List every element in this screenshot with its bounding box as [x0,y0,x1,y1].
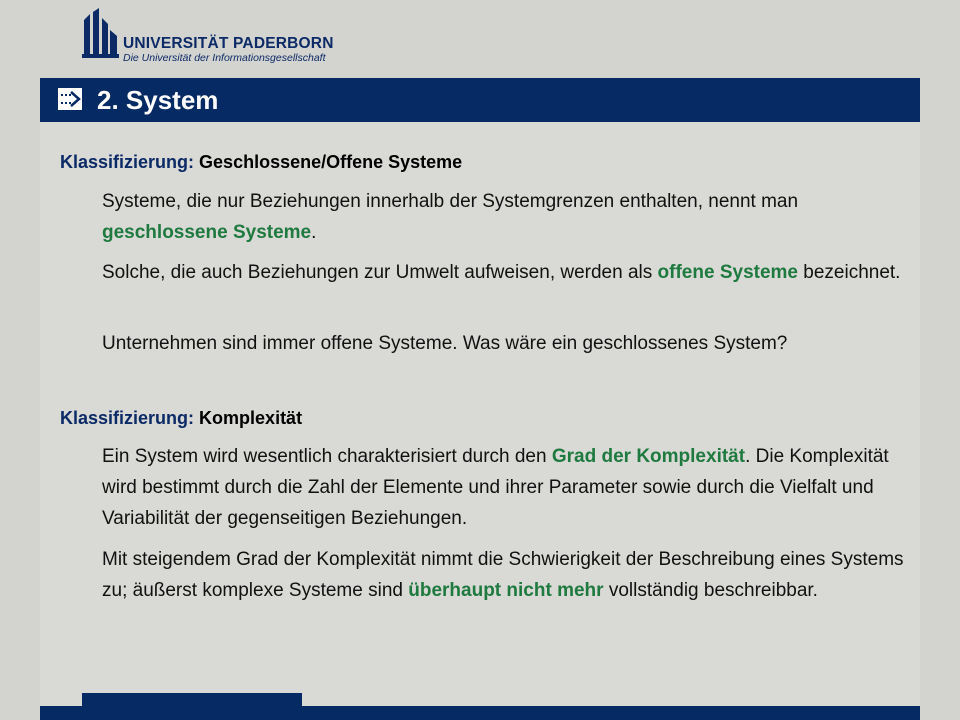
paragraph-text: Ein System wird wesentlich charakterisiert durch den [102,446,552,467]
section-heading-complexity [60,408,302,429]
section-heading-open-closed [60,152,462,173]
footer-tab [82,693,302,707]
paragraph-text: vollständig beschreibbar. [603,580,818,601]
content-panel [40,78,920,720]
section-label: Klassifizierung: [60,152,195,172]
paragraph-complexity-description [102,544,912,606]
paragraph-open-systems [102,257,912,288]
highlight-term: offene Systeme [657,262,798,283]
university-logo [80,8,334,66]
paragraph-complexity-definition [102,441,912,534]
paragraph-closed-systems [102,186,912,248]
highlight-term: Grad der Komplexität [551,446,746,467]
university-tagline: Die Universität der Informationsgesellschaft [123,52,326,64]
highlight-term: überhaupt nicht mehr [408,580,604,601]
section-topic: Komplexität [199,408,303,428]
slide-title: 2. System [97,85,219,115]
university-name: UNIVERSITÄT PADERBORN [123,35,334,52]
footer-bar [40,706,920,720]
arrow-right-icon [58,88,82,110]
university-logo-mark-icon [80,8,120,60]
section-topic: Geschlossene/Offene Systeme [199,152,463,172]
paragraph-text: bezeichnet. [798,262,901,283]
paragraph-text: . [311,222,317,243]
section-label: Klassifizierung: [60,408,195,428]
paragraph-text: Solche, die auch Beziehungen zur Umwelt aufweisen, werden als [102,262,658,283]
paragraph-question: Unternehmen sind immer offene Systeme. Was wäre ein geschlossenes System? [102,333,788,354]
paragraph-text: . Die Komplexität wird bestimmt durch die Zahl der Elemente und ihrer Parameter sowie durch die Vielfalt und Variabilität der gegenseitigen Beziehungen. [102,446,889,529]
paragraph-text: Mit steigendem Grad der Komplexität nimmt die Schwierigkeit der Beschreibung eines Systems zu; äußerst komplexe Systeme sind [102,549,904,601]
highlight-term: geschlossene Systeme [102,222,312,243]
paragraph-text: Systeme, die nur Beziehungen innerhalb der Systemgrenzen enthalten, nennt man [102,191,799,212]
